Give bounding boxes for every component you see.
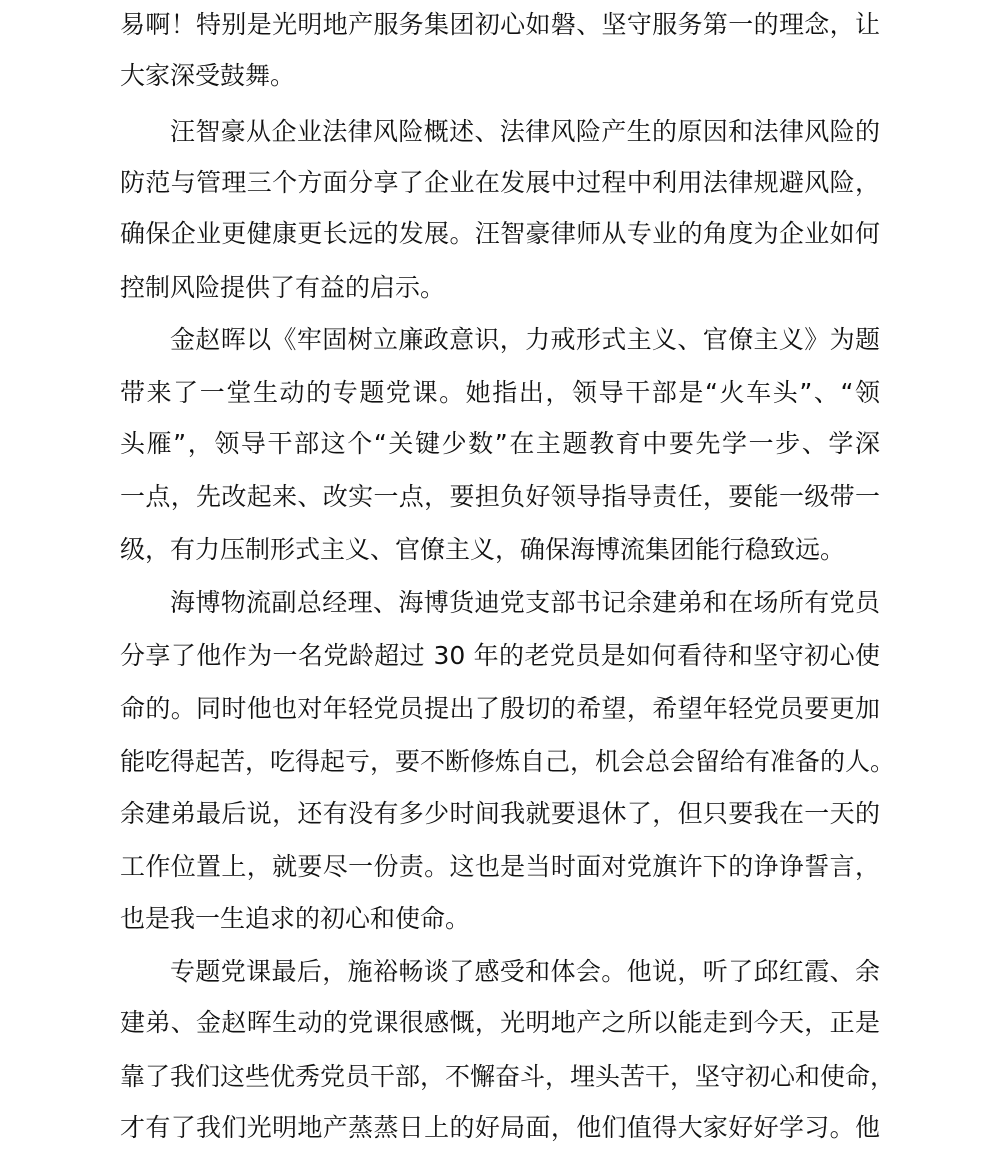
text-line: 控制风险提供了有益的启示。 [120, 273, 446, 302]
text-line: 一点，先改起来、改实一点，要担负好领导指导责任，要能一级带一 [120, 482, 880, 511]
paragraph-first-line: 海博物流副总经理、海博货迪党支部书记余建弟和在场所有党员 [170, 588, 880, 617]
text-line: 命的。同时他也对年轻党员提出了殷切的希望，希望年轻党员要更加 [120, 694, 880, 723]
text-line: 分享了他作为一名党龄超过 30 年的老党员是如何看待和坚守初心使 [120, 641, 880, 670]
text-line: 建弟、金赵晖生动的党课很感慨，光明地产之所以能走到今天，正是 [120, 1008, 880, 1037]
text-line: 带来了一堂生动的专题党课。她指出，领导干部是“火车头”、“领 [120, 378, 880, 407]
text-line: 大家深受鼓舞。 [120, 61, 296, 90]
text-line: 也是我一生追求的初心和使命。 [120, 904, 471, 933]
text-line: 防范与管理三个方面分享了企业在发展中过程中利用法律规避风险， [120, 168, 880, 197]
text-line: 能吃得起苦，吃得起亏，要不断修炼自己，机会总会留给有准备的人。 [120, 747, 896, 776]
paragraph-first-line: 汪智豪从企业法律风险概述、法律风险产生的原因和法律风险的 [170, 117, 880, 146]
text-line: 才有了我们光明地产蒸蒸日上的好局面，他们值得大家好好学习。他 [120, 1113, 880, 1142]
text-line: 靠了我们这些优秀党员干部，不懈奋斗，埋头苦干，坚守初心和使命， [120, 1062, 896, 1091]
text-line: 头雁”，领导干部这个“关键少数”在主题教育中要先学一步、学深 [120, 429, 880, 458]
text-line: 确保企业更健康更长远的发展。汪智豪律师从专业的角度为企业如何 [120, 219, 880, 248]
text-line: 余建弟最后说，还有没有多少时间我就要退休了，但只要我在一天的 [120, 799, 880, 828]
text-line: 工作位置上，就要尽一份责。这也是当时面对党旗许下的诤诤誓言， [120, 852, 880, 881]
paragraph-first-line: 专题党课最后，施裕畅谈了感受和体会。他说，听了邱红霞、余 [170, 957, 880, 986]
text-line: 级，有力压制形式主义、官僚主义，确保海博流集团能行稳致远。 [120, 535, 846, 564]
text-line: 易啊！特别是光明地产服务集团初心如磐、坚守服务第一的理念，让 [120, 10, 880, 39]
paragraph-first-line: 金赵晖以《牢固树立廉政意识，力戒形式主义、官僚主义》为题 [170, 325, 880, 354]
